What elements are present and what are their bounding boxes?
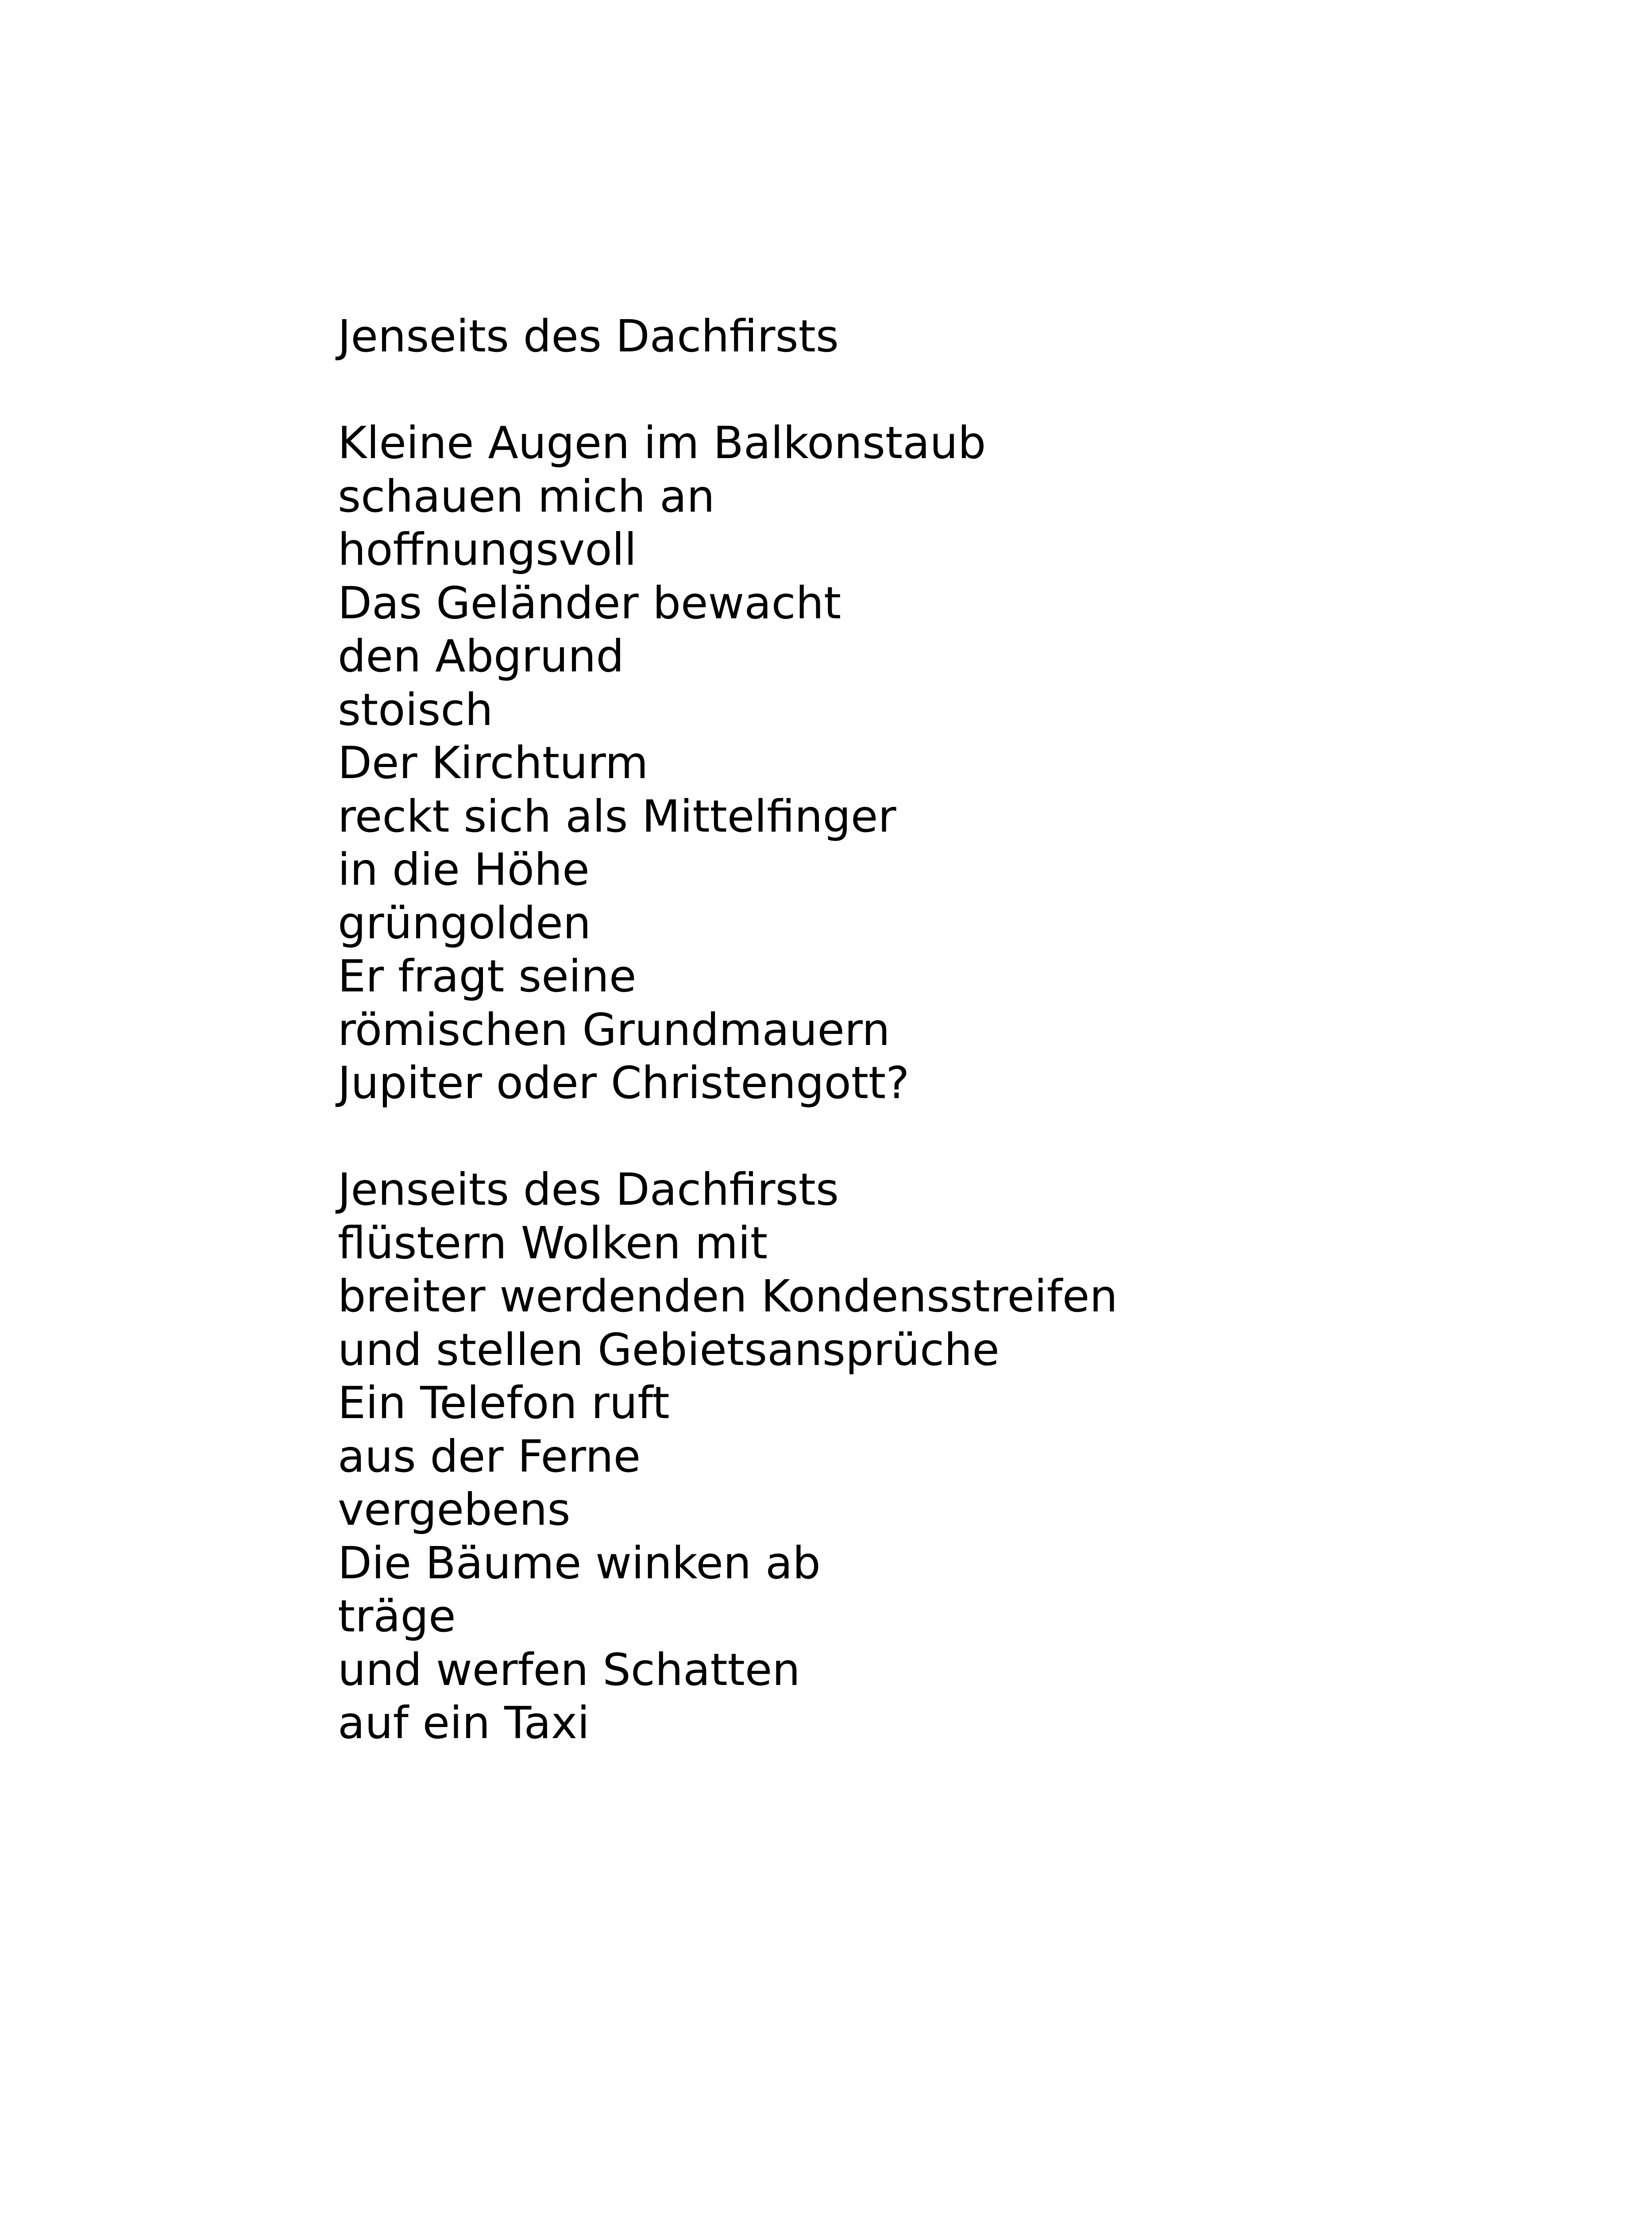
poem-line: hoffnungsvoll xyxy=(338,524,637,575)
poem-line: aus der Ferne xyxy=(338,1430,641,1482)
poem-line: Kleine Augen im Balkonstaub xyxy=(338,417,986,469)
poem-line: breiter werdenden Kondensstreifen xyxy=(338,1270,1118,1322)
poem-line: Ein Telefon ruft xyxy=(338,1377,670,1429)
poem-line: und stellen Gebietsansprüche xyxy=(338,1323,1000,1376)
poem-line: Jenseits des Dachfirsts xyxy=(338,1164,839,1215)
poem-line: römischen Grundmauern xyxy=(338,1003,890,1056)
poem-line: auf ein Taxi xyxy=(338,1697,590,1749)
poem-line: Jupiter oder Christengott? xyxy=(338,1057,910,1109)
poem-line: grüngolden xyxy=(338,897,591,949)
poem-line: flüstern Wolken mit xyxy=(338,1217,768,1269)
poem-title: Jenseits des Dachfirsts xyxy=(338,310,839,362)
poem-line: in die Höhe xyxy=(338,844,590,895)
poem-line: stoisch xyxy=(338,683,493,736)
poem-line: vergebens xyxy=(338,1484,571,1535)
poem xyxy=(338,310,1118,1750)
poem-line: den Abgrund xyxy=(338,630,624,682)
poem-line: Die Bäume winken ab xyxy=(338,1537,821,1589)
stanza-1 xyxy=(338,416,1118,1110)
poem-line: Er fragt seine xyxy=(338,950,637,1002)
poem-line: schauen mich an xyxy=(338,470,715,522)
poem-line: Der Kirchturm xyxy=(338,737,648,789)
poem-line: träge xyxy=(338,1590,456,1642)
stanza-2 xyxy=(338,1163,1118,1750)
poem-line: reckt sich als Mittelfinger xyxy=(338,790,896,842)
poem-line: Das Geländer bewacht xyxy=(338,577,841,629)
poem-line: und werfen Schatten xyxy=(338,1643,800,1696)
